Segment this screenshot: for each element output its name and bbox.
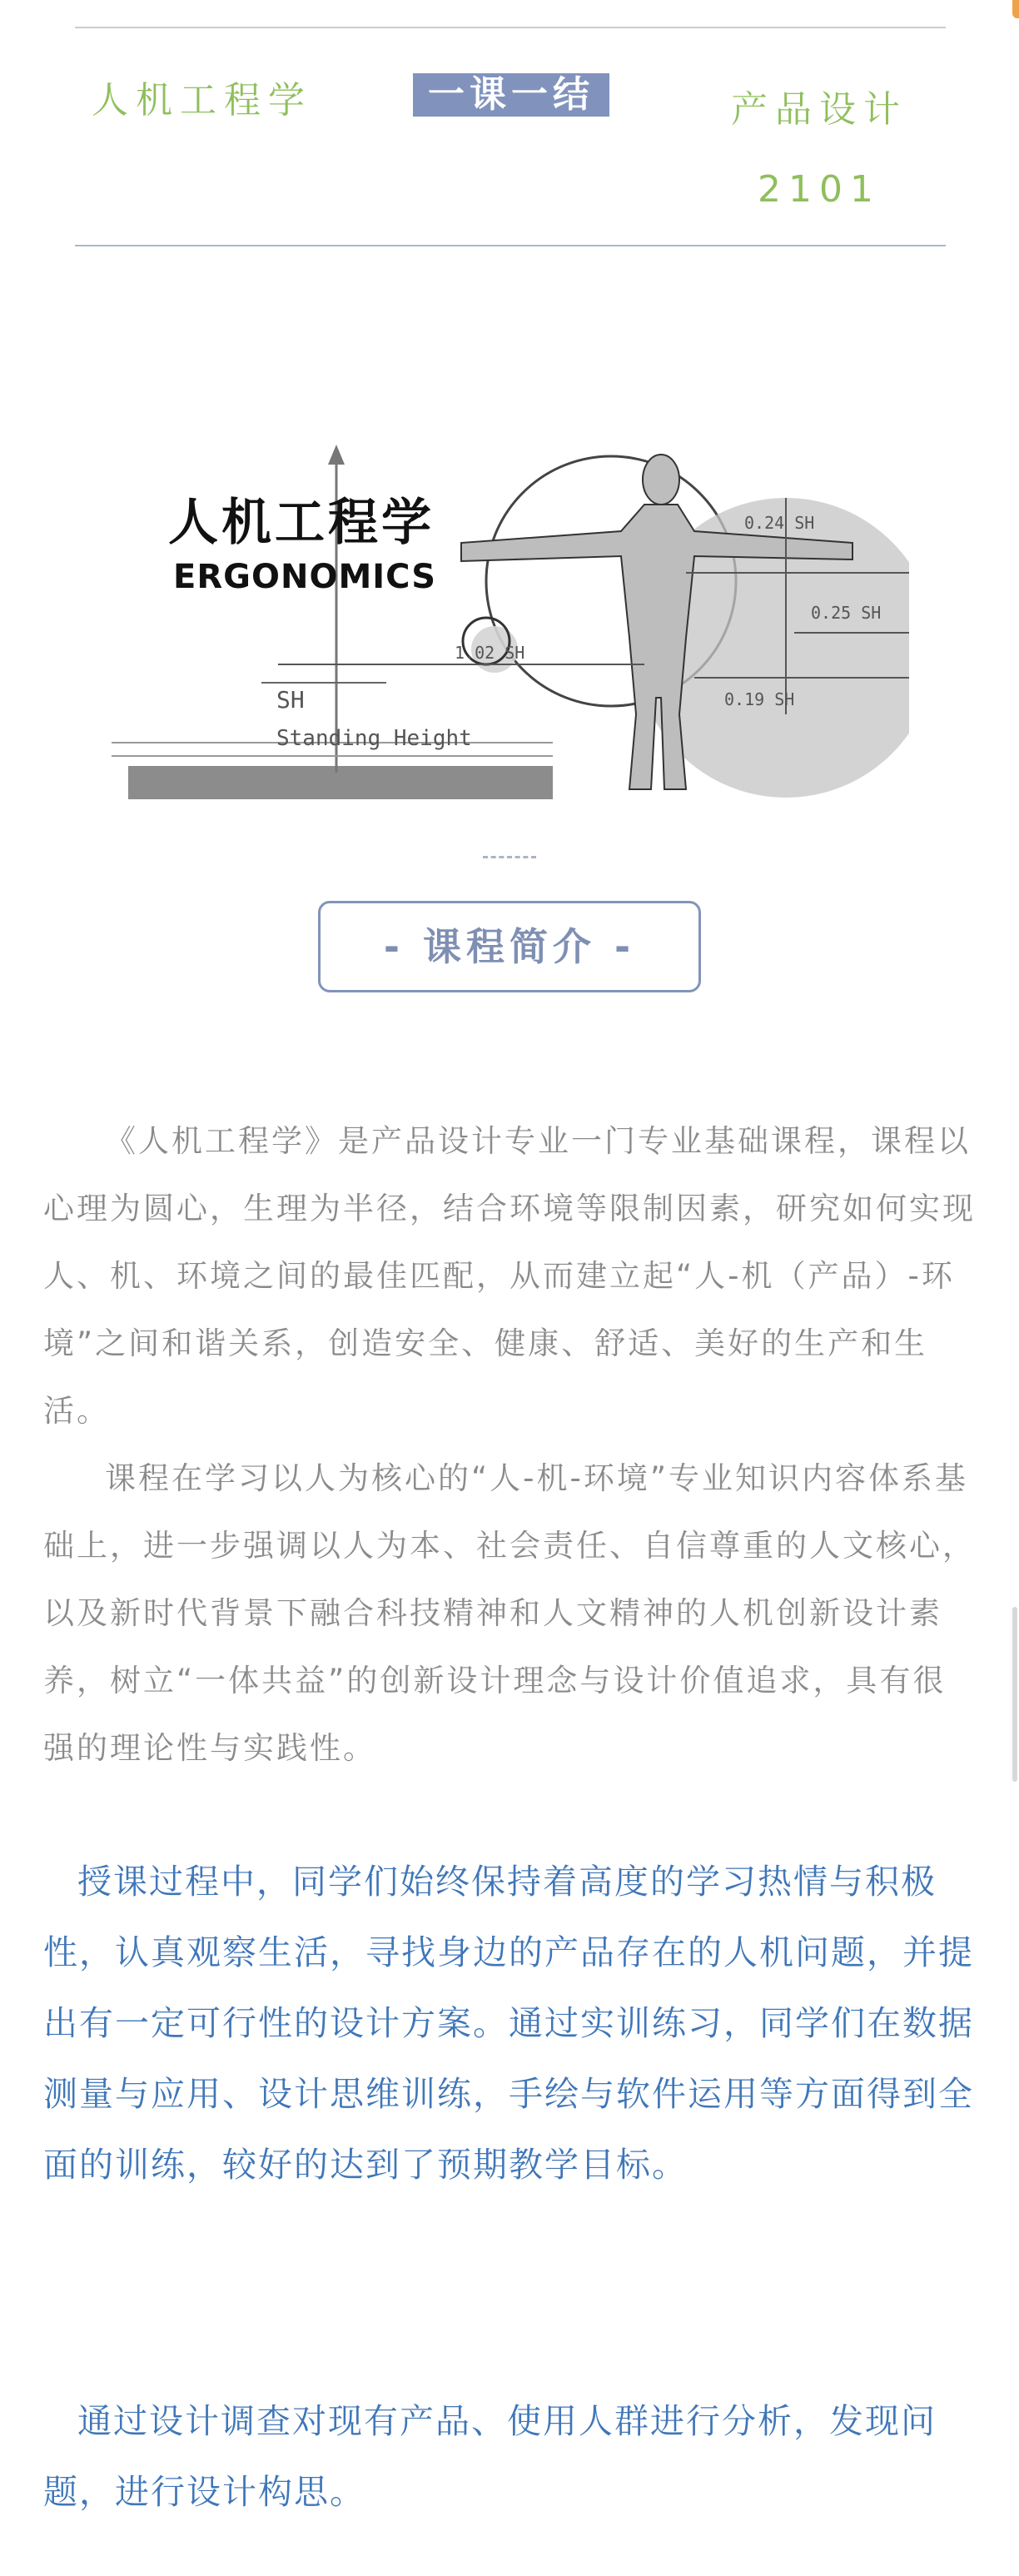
design-research-text	[43, 2386, 984, 2528]
label-standing-height: Standing Height	[276, 726, 472, 751]
section-divider	[483, 856, 536, 863]
scroll-indicator	[1012, 0, 1019, 18]
summary-paragraph: 授课过程中，同学们始终保持着高度的学习热情与积极性，认真观察生活，寻找身边的产品存在的人机问题，并提出有一定可行性的设计方案。通过实训练习，同学们在数据测量与应用、设计思维训练，手绘与软件运用等方面得到全面的训练，较好的达到了预期教学目标。	[43, 1862, 974, 2185]
header-class-number: 2101	[758, 168, 881, 211]
course-intro-text	[43, 1107, 979, 1782]
header-course-name: 人机工程学	[92, 79, 312, 122]
summary-paragraph: 通过设计调查对现有产品、使用人群进行分析，发现问题，进行设计构思。	[43, 2401, 937, 2512]
intro-paragraph: 《人机工程学》是产品设计专业一门专业基础课程，课程以心理为圆心，生理为半径，结合环境等限制因素，研究如何实现人、机、环境之间的最佳匹配，从而建立起“人-机（产品）-环境”之间和谐关系，创造安全、健康、舒适、美好的生产和生活。	[43, 1123, 976, 1429]
label-1-02-sh: 1.02 SH	[455, 643, 525, 663]
scrollbar-thumb[interactable]	[1012, 1607, 1017, 1782]
course-header	[75, 27, 946, 246]
ergonomics-banner-image	[112, 440, 909, 799]
banner-title: 人机工程学	[168, 494, 435, 552]
intro-paragraph: 课程在学习以人为核心的“人-机-环境”专业知识内容体系基础上，进一步强调以人为本、社会责任、自信尊重的人文核心，以及新时代背景下融合科技精神和人文精神的人机创新设计素养，树立“一体共益”的创新设计理念与设计价值追求，具有很强的理论性与实践性。	[43, 1460, 976, 1766]
section-title-course-intro: - 课程简介 -	[318, 901, 701, 992]
label-0-19-sh: 0.19 SH	[724, 689, 795, 709]
label-0-24-sh: 0.24 SH	[744, 513, 815, 533]
header-class-info	[731, 70, 907, 230]
teaching-summary-text	[43, 1847, 984, 2201]
header-tag: 一课一结	[413, 73, 609, 117]
label-sh: SH	[276, 686, 305, 714]
label-0-25-sh: 0.25 SH	[811, 603, 882, 623]
height-arrow-head	[328, 445, 345, 465]
header-major: 产品设计	[731, 88, 907, 131]
banner-subtitle: ERGONOMICS	[173, 558, 437, 596]
ground-slab	[128, 766, 553, 799]
